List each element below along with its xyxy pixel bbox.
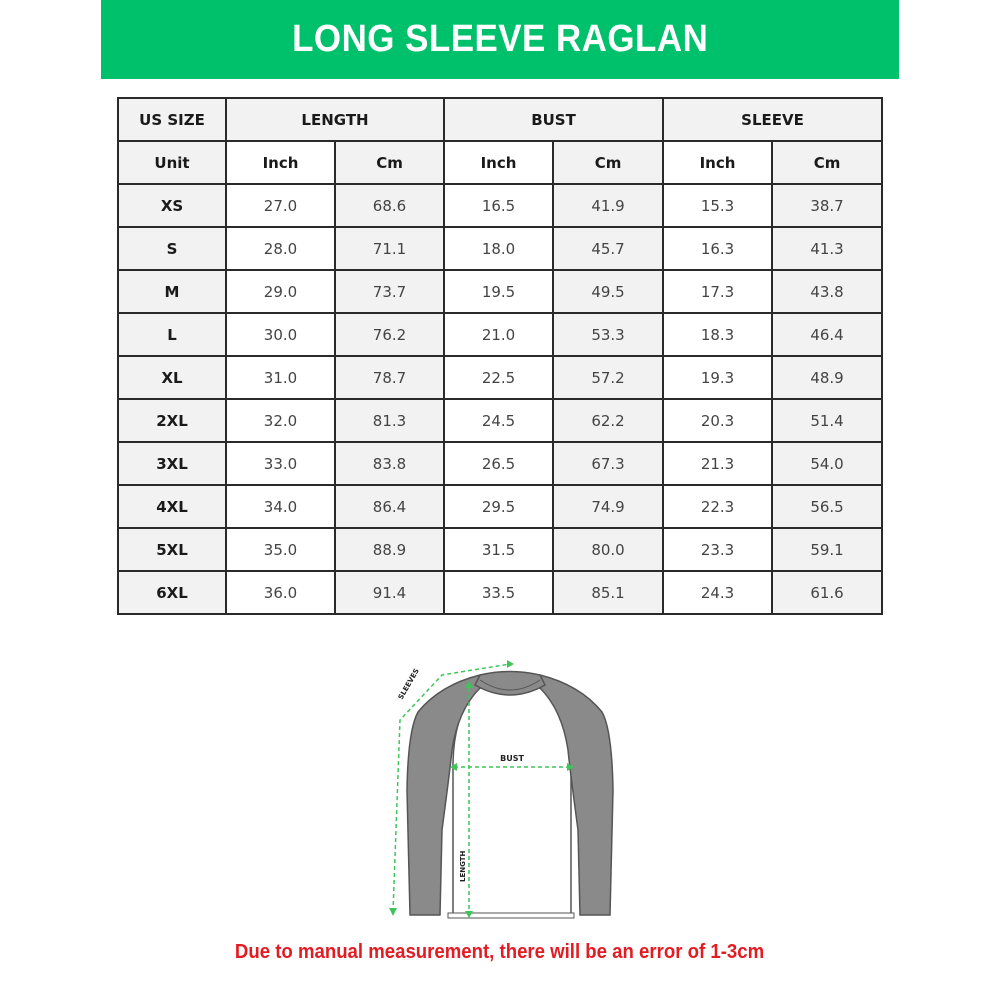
cell-sleeve-cm: 54.0 bbox=[772, 442, 882, 485]
size-label: 5XL bbox=[118, 528, 226, 571]
cell-bust-inch: 21.0 bbox=[444, 313, 553, 356]
cell-bust-cm: 41.9 bbox=[553, 184, 663, 227]
cell-length-cm: 68.6 bbox=[335, 184, 444, 227]
cell-sleeve-cm: 59.1 bbox=[772, 528, 882, 571]
bust-header: BUST bbox=[444, 98, 663, 141]
cell-bust-cm: 62.2 bbox=[553, 399, 663, 442]
cell-sleeve-cm: 38.7 bbox=[772, 184, 882, 227]
cell-bust-inch: 26.5 bbox=[444, 442, 553, 485]
cell-bust-cm: 45.7 bbox=[553, 227, 663, 270]
size-label: S bbox=[118, 227, 226, 270]
cell-sleeve-inch: 15.3 bbox=[663, 184, 772, 227]
cell-sleeve-inch: 19.3 bbox=[663, 356, 772, 399]
cell-bust-inch: 22.5 bbox=[444, 356, 553, 399]
cell-length-cm: 86.4 bbox=[335, 485, 444, 528]
cell-bust-inch: 16.5 bbox=[444, 184, 553, 227]
table-row bbox=[118, 356, 882, 399]
header-row bbox=[118, 98, 882, 141]
shirt-diagram bbox=[380, 650, 640, 930]
table-row bbox=[118, 184, 882, 227]
sleeve-header: SLEEVE bbox=[663, 98, 882, 141]
bust-label: BUST bbox=[500, 754, 524, 763]
cell-length-inch: 30.0 bbox=[226, 313, 335, 356]
table-row bbox=[118, 270, 882, 313]
length-label: LENGTH bbox=[459, 850, 467, 882]
measurement-note bbox=[0, 941, 1000, 964]
cell-length-inch: 32.0 bbox=[226, 399, 335, 442]
size-label: XL bbox=[118, 356, 226, 399]
unit-label: Unit bbox=[118, 141, 226, 184]
cell-length-inch: 34.0 bbox=[226, 485, 335, 528]
cell-length-cm: 71.1 bbox=[335, 227, 444, 270]
table-row bbox=[118, 528, 882, 571]
cell-length-cm: 91.4 bbox=[335, 571, 444, 614]
cell-sleeve-inch: 20.3 bbox=[663, 399, 772, 442]
cell-bust-inch: 19.5 bbox=[444, 270, 553, 313]
cell-sleeve-inch: 21.3 bbox=[663, 442, 772, 485]
cell-bust-cm: 67.3 bbox=[553, 442, 663, 485]
cell-bust-inch: 18.0 bbox=[444, 227, 553, 270]
unit-sleeve-cm: Cm bbox=[772, 141, 882, 184]
cell-bust-cm: 49.5 bbox=[553, 270, 663, 313]
cell-bust-inch: 24.5 bbox=[444, 399, 553, 442]
size-label: 6XL bbox=[118, 571, 226, 614]
cell-bust-inch: 33.5 bbox=[444, 571, 553, 614]
cell-sleeve-cm: 48.9 bbox=[772, 356, 882, 399]
cell-bust-cm: 85.1 bbox=[553, 571, 663, 614]
cell-sleeve-cm: 51.4 bbox=[772, 399, 882, 442]
cell-bust-cm: 74.9 bbox=[553, 485, 663, 528]
size-label: L bbox=[118, 313, 226, 356]
size-label: 3XL bbox=[118, 442, 226, 485]
cell-sleeve-inch: 23.3 bbox=[663, 528, 772, 571]
cell-sleeve-inch: 17.3 bbox=[663, 270, 772, 313]
cell-sleeve-inch: 22.3 bbox=[663, 485, 772, 528]
table-row bbox=[118, 313, 882, 356]
table-row bbox=[118, 571, 882, 614]
unit-bust-cm: Cm bbox=[553, 141, 663, 184]
cell-length-cm: 76.2 bbox=[335, 313, 444, 356]
title-banner bbox=[101, 0, 899, 79]
cell-bust-inch: 31.5 bbox=[444, 528, 553, 571]
cell-length-cm: 88.9 bbox=[335, 528, 444, 571]
cell-bust-cm: 80.0 bbox=[553, 528, 663, 571]
cell-length-inch: 31.0 bbox=[226, 356, 335, 399]
size-label: XS bbox=[118, 184, 226, 227]
cell-length-inch: 29.0 bbox=[226, 270, 335, 313]
cell-length-cm: 81.3 bbox=[335, 399, 444, 442]
cell-length-cm: 73.7 bbox=[335, 270, 444, 313]
table-row bbox=[118, 399, 882, 442]
cell-bust-cm: 57.2 bbox=[553, 356, 663, 399]
unit-sleeve-inch: Inch bbox=[663, 141, 772, 184]
cell-length-inch: 36.0 bbox=[226, 571, 335, 614]
cell-length-inch: 28.0 bbox=[226, 227, 335, 270]
length-header: LENGTH bbox=[226, 98, 444, 141]
us-size-header: US SIZE bbox=[118, 98, 226, 141]
measurement-note-text: Due to manual measurement, there will be an error of 1-3cm bbox=[235, 941, 765, 963]
size-label: M bbox=[118, 270, 226, 313]
size-chart-table bbox=[117, 97, 883, 615]
table-row bbox=[118, 442, 882, 485]
cell-bust-cm: 53.3 bbox=[553, 313, 663, 356]
cell-sleeve-inch: 16.3 bbox=[663, 227, 772, 270]
unit-row bbox=[118, 141, 882, 184]
size-label: 4XL bbox=[118, 485, 226, 528]
size-label: 2XL bbox=[118, 399, 226, 442]
cell-sleeve-inch: 24.3 bbox=[663, 571, 772, 614]
unit-bust-inch: Inch bbox=[444, 141, 553, 184]
cell-sleeve-inch: 18.3 bbox=[663, 313, 772, 356]
cell-length-cm: 78.7 bbox=[335, 356, 444, 399]
table-row bbox=[118, 485, 882, 528]
shirt-body bbox=[453, 688, 571, 915]
unit-length-cm: Cm bbox=[335, 141, 444, 184]
cell-length-cm: 83.8 bbox=[335, 442, 444, 485]
cell-length-inch: 35.0 bbox=[226, 528, 335, 571]
cell-sleeve-cm: 56.5 bbox=[772, 485, 882, 528]
table-row bbox=[118, 227, 882, 270]
cell-length-inch: 33.0 bbox=[226, 442, 335, 485]
cell-sleeve-cm: 61.6 bbox=[772, 571, 882, 614]
cell-bust-inch: 29.5 bbox=[444, 485, 553, 528]
sleeves-label: SLEEVES bbox=[396, 667, 421, 701]
cell-length-inch: 27.0 bbox=[226, 184, 335, 227]
cell-sleeve-cm: 41.3 bbox=[772, 227, 882, 270]
page-title: LONG SLEEVE RAGLAN bbox=[291, 18, 709, 60]
cell-sleeve-cm: 46.4 bbox=[772, 313, 882, 356]
unit-length-inch: Inch bbox=[226, 141, 335, 184]
cell-sleeve-cm: 43.8 bbox=[772, 270, 882, 313]
